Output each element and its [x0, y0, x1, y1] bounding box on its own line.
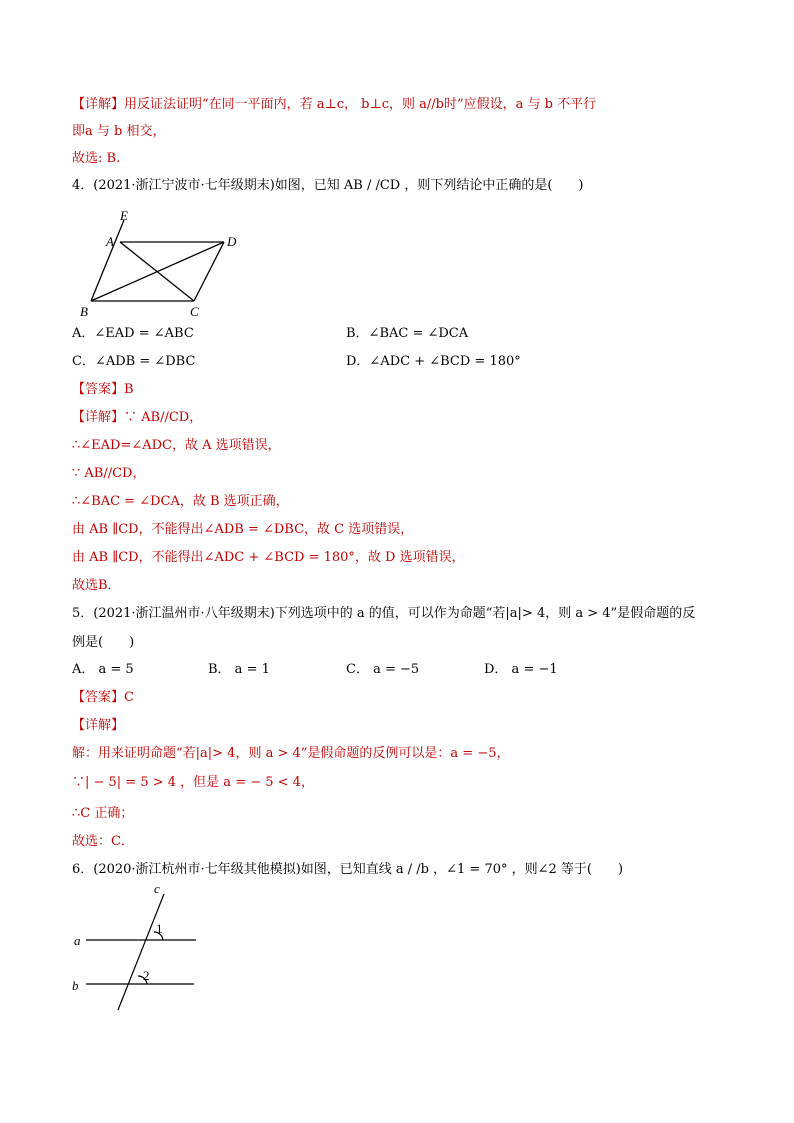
label-b: B [80, 304, 88, 319]
q4-detail-2: ∴∠EAD=∠ADC，故 A 选项错误， [72, 438, 281, 453]
q4-option-d: D．∠ADC + ∠BCD = 180° [346, 354, 521, 369]
q5-option-d: D． a = −1 [484, 662, 558, 677]
q4-option-c: C．∠ADB = ∠DBC [72, 354, 196, 369]
q4-detail-6: 由 AB ∥CD，不能得出∠ADC + ∠BCD = 180°，故 D 选项错误， [72, 550, 465, 565]
q5-solution-2: ∵| − 5| = 5 > 4 ，但是 a = − 5 < 4， [72, 775, 314, 790]
q5-solution-4: 故选：C． [72, 834, 134, 849]
q5-detail-label: 【详解】 [72, 718, 125, 733]
label-c: c [154, 882, 160, 896]
segment-cd [194, 242, 224, 301]
label-e: E [120, 208, 128, 223]
q5-option-c: C． a = −5 [346, 662, 420, 677]
label-a: A [106, 234, 114, 249]
detail-line-2: 即a 与 b 相交， [72, 124, 166, 139]
q4-detail-5: 由 AB ∥CD，不能得出∠ADB = ∠DBC，故 C 选项错误， [72, 522, 414, 537]
q4-option-a: A．∠EAD = ∠ABC [72, 326, 194, 341]
q5-option-b: B． a = 1 [208, 662, 270, 677]
q4-detail-4: ∴∠BAC = ∠DCA，故 B 选项正确， [72, 494, 289, 509]
q4-answer: 【答案】B [72, 382, 134, 397]
question-4-text: 4．(2021·浙江宁波市·七年级期末)如图，已知 AB / /CD ，则下列结论中正确的是( ) [72, 178, 584, 193]
q5-solution-3: ∴C 正确； [72, 806, 134, 821]
question-5-line-2: 例是( ) [72, 635, 135, 650]
question-5-line-1: 5．(2021·浙江温州市·八年级期末)下列选项中的 a 的值，可以作为命题“若|a|> 4，则 a > 4”是假命题的反 [72, 606, 696, 621]
angle-2-label: 2 [143, 968, 150, 983]
parallel-lines-figure [68, 882, 208, 1014]
label-d: D [227, 234, 237, 249]
q5-option-a: A． a = 5 [72, 662, 134, 677]
q5-answer: 【答案】C [72, 690, 134, 705]
q5-solution-1: 解：用来证明命题“若|a|> 4，则 a > 4”是假命题的反例可以是：a = −5， [72, 746, 510, 761]
q4-detail-7: 故选B． [72, 578, 121, 593]
angle-1-label: 1 [156, 921, 163, 936]
q4-detail-1: 【详解】∵ AB//CD， [72, 410, 203, 425]
choose-line: 故选: B. [72, 151, 121, 166]
question-6-text: 6．(2020·浙江杭州市·七年级其他模拟)如图，已知直线 a / /b ，∠1 = 70° ，则∠2 等于( ) [72, 862, 624, 877]
label-c: C [190, 304, 199, 319]
parallelogram-figure [76, 208, 256, 320]
label-a: a [74, 933, 81, 948]
transversal-c [118, 894, 164, 1010]
label-b: b [72, 978, 79, 993]
q4-option-b: B．∠BAC = ∠DCA [346, 326, 469, 341]
q4-detail-3: ∵ AB//CD， [72, 466, 146, 481]
detail-line-1: 【详解】用反证法证明“在同一平面内，若 a⊥c， b⊥c，则 a//b时”应假设，a 与 b 不平行 [72, 97, 597, 112]
